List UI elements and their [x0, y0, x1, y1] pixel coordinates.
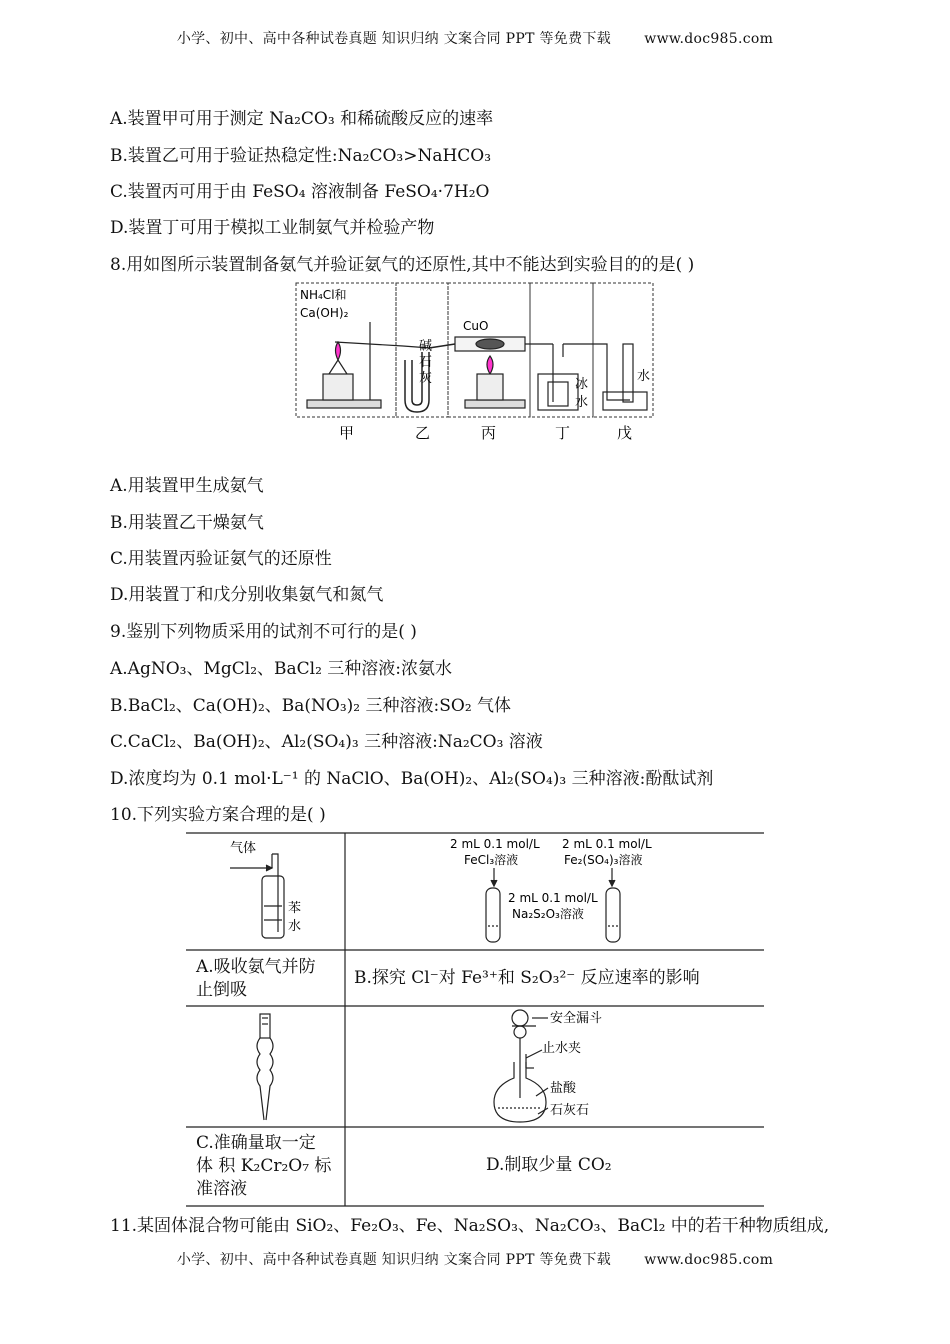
- q8-option-d: D.用装置丁和戊分别收集氨气和氮气: [110, 585, 384, 605]
- fig10d-funnel: 安全漏斗: [550, 1011, 603, 1026]
- q7-option-c: C.装置丙可用于由 FeSO₄ 溶液制备 FeSO₄·7H₂O: [110, 182, 490, 202]
- fig8-sodalime-2: 石: [419, 355, 433, 370]
- q9-option-b: B.BaCl₂、Ca(OH)₂、Ba(NO₃)₂ 三种溶液:SO₂ 气体: [110, 696, 512, 716]
- q7-option-b: B.装置乙可用于验证热稳定性:Na₂CO₃>NaHCO₃: [110, 146, 492, 166]
- q10-figure-b: [436, 834, 686, 948]
- q10-figure-c: [246, 1010, 286, 1125]
- q9-stem: 9.鉴别下列物质采用的试剂不可行的是( ): [110, 622, 417, 642]
- fig8-reagent-1: NH₄Cl和: [300, 288, 347, 302]
- fig8-cuo-label: CuO: [463, 319, 489, 333]
- fig10d-acid: 盐酸: [550, 1081, 577, 1096]
- fig8-ice-1: 冰: [575, 377, 589, 392]
- q9-option-a: A.AgNO₃、MgCl₂、BaCl₂ 三种溶液:浓氨水: [110, 659, 453, 679]
- q7-option-a: A.装置甲可用于测定 Na₂CO₃ 和稀硫酸反应的速率: [110, 109, 494, 129]
- fig10a-benzene: 苯: [288, 901, 302, 916]
- fig8-reagent-2: Ca(OH)₂: [300, 306, 349, 320]
- q10-option-a-line1: A.吸收氨气并防: [196, 957, 316, 977]
- q10-figure-a: [226, 836, 336, 946]
- q10-option-d: D.制取少量 CO₂: [486, 1155, 612, 1175]
- fig8-ice-2: 水: [575, 395, 589, 410]
- q10-option-c-line1: C.准确量取一定: [196, 1133, 316, 1153]
- header-text: 小学、初中、高中各种试卷真题 知识归纳 文案合同 PPT 等免费下载: [176, 31, 612, 47]
- fig10b-l3b: Na₂S₂O₃溶液: [512, 907, 584, 921]
- fig10b-l1: 2 mL 0.1 mol/L: [450, 837, 540, 851]
- fig8-label-bing: 丙: [481, 424, 497, 442]
- q10-option-c-line2: 体 积 K₂Cr₂O₇ 标: [196, 1156, 332, 1176]
- page-header: [0, 28, 950, 48]
- q10-stem: 10.下列实验方案合理的是( ): [110, 805, 326, 825]
- fig10b-l1b: FeCl₃溶液: [464, 853, 519, 867]
- fig8-label-ding: 丁: [555, 424, 571, 442]
- q7-option-d: D.装置丁可用于模拟工业制氨气并检验产物: [110, 218, 435, 238]
- fig10d-stone: 石灰石: [550, 1103, 590, 1118]
- fig8-sodalime-1: 碱: [419, 339, 433, 354]
- fig8-sodalime-3: 灰: [419, 371, 433, 386]
- header-url: www.doc985.com: [644, 31, 774, 47]
- q10-option-c-line3: 准溶液: [196, 1179, 247, 1199]
- q10-figure-d: [486, 1008, 686, 1126]
- q9-option-c: C.CaCl₂、Ba(OH)₂、Al₂(SO₄)₃ 三种溶液:Na₂CO₃ 溶液: [110, 732, 543, 752]
- q8-option-a: A.用装置甲生成氨气: [110, 476, 264, 496]
- fig10d-clamp: 止水夹: [542, 1041, 582, 1056]
- fig10b-l3: 2 mL 0.1 mol/L: [508, 891, 598, 905]
- q11-stem: 11.某固体混合物可能由 SiO₂、Fe₂O₃、Fe、Na₂SO₃、Na₂CO₃、BaCl₂ 中的若干种物质组成,: [110, 1216, 830, 1236]
- q9-option-d: D.浓度均为 0.1 mol·L⁻¹ 的 NaClO、Ba(OH)₂、Al₂(SO₄)₃ 三种溶液:酚酞试剂: [110, 769, 714, 789]
- q10-option-a-line2: 止倒吸: [196, 980, 247, 1000]
- fig8-label-wu: 戊: [617, 424, 633, 442]
- footer-text: 小学、初中、高中各种试卷真题 知识归纳 文案合同 PPT 等免费下载: [176, 1252, 612, 1268]
- fig10b-l2b: Fe₂(SO₄)₃溶液: [564, 853, 643, 867]
- footer-url: www.doc985.com: [644, 1252, 774, 1268]
- fig8-label-yi: 乙: [415, 424, 431, 442]
- q8-option-b: B.用装置乙干燥氨气: [110, 513, 264, 533]
- fig8-water-label: 水: [637, 369, 651, 384]
- q8-apparatus-figure: [295, 282, 655, 447]
- fig8-label-jia: 甲: [339, 424, 355, 442]
- q10-option-b: B.探究 Cl⁻对 Fe³⁺和 S₂O₃²⁻ 反应速率的影响: [354, 968, 700, 988]
- fig10b-l2: 2 mL 0.1 mol/L: [562, 837, 652, 851]
- fig10a-gas: 气体: [230, 841, 257, 856]
- page-footer: [0, 1249, 950, 1269]
- q10-options-table: [186, 832, 764, 1208]
- q8-option-c: C.用装置丙验证氨气的还原性: [110, 549, 332, 569]
- q8-stem: 8.用如图所示装置制备氨气并验证氨气的还原性,其中不能达到实验目的的是( ): [110, 255, 695, 275]
- fig10a-water: 水: [288, 919, 302, 934]
